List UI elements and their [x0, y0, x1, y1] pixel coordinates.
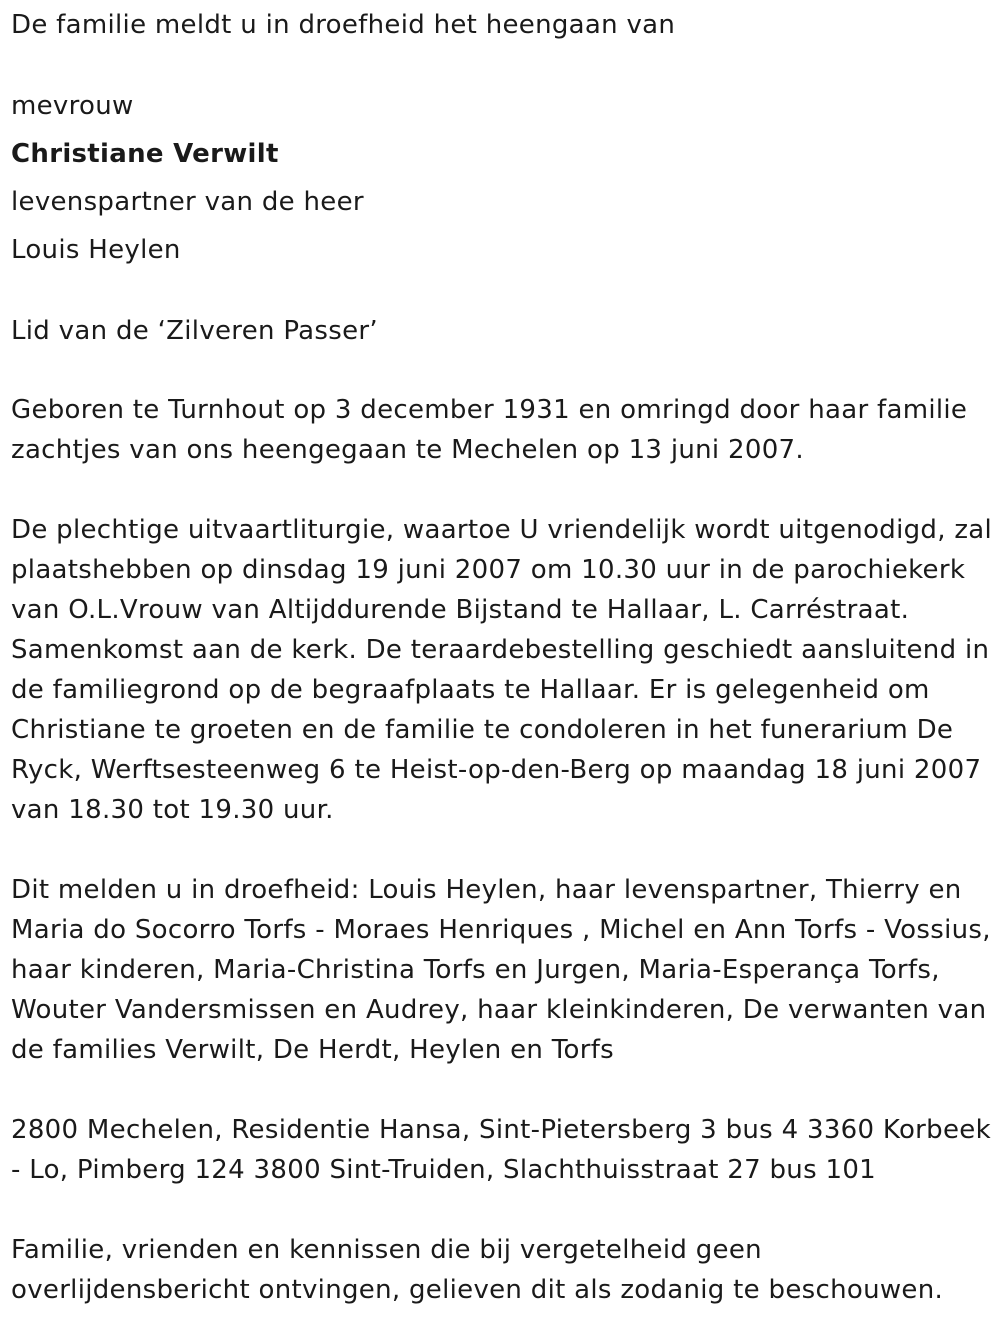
- addresses-paragraph: [11, 1110, 996, 1190]
- addresses-text: 2800 Mechelen, Residentie Hansa, Sint-Pietersberg 3 bus 4 3360 Korbeek - Lo, Pimberg 124 3800 Sint-Truiden, Slachthuisstraat 27 bus 101: [11, 1115, 991, 1185]
- birth-death-text: Geboren te Turnhout op 3 december 1931 en omringd door haar familie zachtjes van ons heengegaan te Mechelen op 13 juni 2007.: [11, 395, 968, 465]
- partner-name: Louis Heylen: [11, 235, 181, 265]
- intro-line: De familie meldt u in droefheid het heengaan van: [11, 10, 676, 40]
- birth-death-paragraph: [11, 390, 996, 470]
- membership-line: Lid van de ‘Zilveren Passer’: [11, 316, 378, 346]
- mourners-text: Dit melden u in droefheid: Louis Heylen, haar levenspartner, Thierry en Maria do Socorro Torfs - Moraes Henriques , Michel en Ann Torfs - Vossius, haar kinderen, Maria-Christina Torfs en Jurgen, Maria-Esperança Torfs, Wouter Vandersmissen en Audrey, haar kleinkinderen, De verwanten van de families Verwilt, De Herdt, Heylen en Torfs: [11, 875, 991, 1065]
- title-line: mevrouw: [11, 91, 134, 121]
- relation-line: levenspartner van de heer: [11, 187, 364, 217]
- ceremony-paragraph: [11, 510, 996, 830]
- deceased-name: Christiane Verwilt: [11, 139, 279, 169]
- mourners-paragraph: [11, 870, 996, 1070]
- ceremony-text: De plechtige uitvaartliturgie, waartoe U vriendelijk wordt uitgenodigd, zal plaatshebben op dinsdag 19 juni 2007 om 10.30 uur in de parochiekerk van O.L.Vrouw van Altijddurende Bijstand te Hallaar, L. Carréstraat. Samenkomst aan de kerk. De teraardebestelling geschiedt aansluitend in de familiegrond op de begraafplaats te Hallaar. Er is gelegenheid om Christiane te groeten en de familie te condoleren in het funerarium De Ryck, Werftsesteenweg 6 te Heist-op-den-Berg op maandag 18 juni 2007 van 18.30 tot 19.30 uur.: [11, 515, 993, 825]
- closing-text: Familie, vrienden en kennissen die bij vergetelheid geen overlijdensbericht ontvingen, gelieven dit als zodanig te beschouwen.: [11, 1235, 944, 1305]
- closing-paragraph: [11, 1230, 996, 1310]
